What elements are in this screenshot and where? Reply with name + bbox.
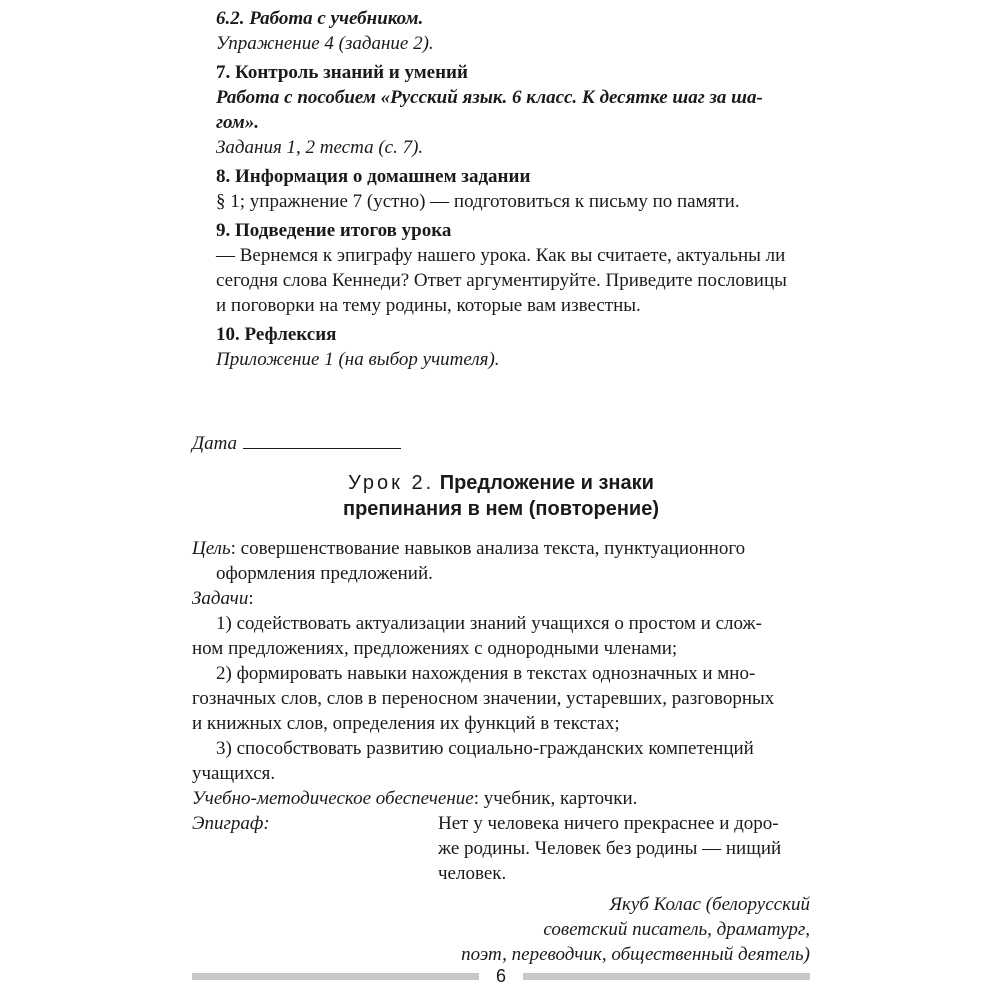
lesson-lead: Урок 2. [348,472,435,494]
goal-text-cont: оформления предложений. [216,563,433,584]
item-7-text: Задания 1, 2 теста (с. 7). [216,137,424,158]
epigraph-author-line: советский писатель, драматург, [543,919,810,940]
item-9-line: — Вернемся к эпиграфу нашего урока. Как вы считаете, актуальны ли [216,245,786,266]
item-6-2-text: Упражнение 4 (задание 2). [216,33,434,54]
previous-lesson-section [192,6,810,372]
date-label: Дата [192,433,238,454]
footer-bar-left [192,973,479,980]
item-6-2-heading: 6.2. Работа с учебником. [216,8,424,29]
item-9-heading: 9. Подведение итогов урока [216,220,452,241]
epigraph-line: Нет у человека ничего прекраснее и доро- [438,813,779,834]
task-1-line: 1) содействовать актуализации знаний учащихся о простом и слож- [216,613,762,634]
materials-text: : учебник, карточки. [473,788,638,809]
footer-bar-right [523,973,810,980]
task-1-line: ном предложениях, предложениях с однородными членами; [192,638,678,659]
item-7-subheading-line1: Работа с пособием «Русский язык. 6 класс. К десятке шаг за ша- [216,87,763,108]
lesson-title [192,470,810,522]
goal-text: : совершенствование навыков анализа текста, пунктуационного [230,538,746,559]
item-7-heading: 7. Контроль знаний и умений [216,62,468,83]
item-10-heading: 10. Рефлексия [216,324,337,345]
date-line [192,431,810,456]
item-10-text: Приложение 1 (на выбор учителя). [216,349,500,370]
task-2-line: 2) формировать навыки нахождения в текстах однозначных и мно- [216,663,756,684]
epigraph [192,811,810,886]
item-9-line: сегодня слова Кеннеди? Ответ аргументируйте. Приведите пословицы [216,270,787,291]
epigraph-line: человек. [438,863,507,884]
task-3-line: учащихся. [192,763,276,784]
task-2-line: и книжных слов, определения их функций в текстах; [192,713,620,734]
item-9-line: и поговорки на тему родины, которые вам известны. [216,295,641,316]
page-footer [192,963,810,989]
epigraph-author-line: поэт, переводчик, общественный деятель) [461,944,810,965]
task-3-line: 3) способствовать развитию социально-гражданских компетенций [216,738,754,759]
goal-label: Цель [192,538,231,559]
materials-label: Учебно-методическое обеспечение [192,788,474,809]
epigraph-label: Эпиграф: [192,813,270,834]
date-blank [243,432,401,449]
tasks-label: Задачи [192,588,249,609]
lesson-title-line1: Предложение и знаки [439,472,654,494]
lesson-title-line2: препинания в нем (повторение) [343,498,659,520]
epigraph-author-line: Якуб Колас (белорусский [609,894,810,915]
tasks-colon: : [248,588,254,609]
lesson-body [192,536,810,967]
task-2-line: гозначных слов, слов в переносном значении, устаревших, разговорных [192,688,775,709]
item-7-subheading-line2: гом». [216,112,260,133]
item-8-text: § 1; упражнение 7 (устно) — подготовиться к письму по памяти. [216,191,740,212]
epigraph-line: же родины. Человек без родины — нищий [438,838,782,859]
page-number: 6 [495,965,506,986]
item-8-heading: 8. Информация о домашнем задании [216,166,531,187]
